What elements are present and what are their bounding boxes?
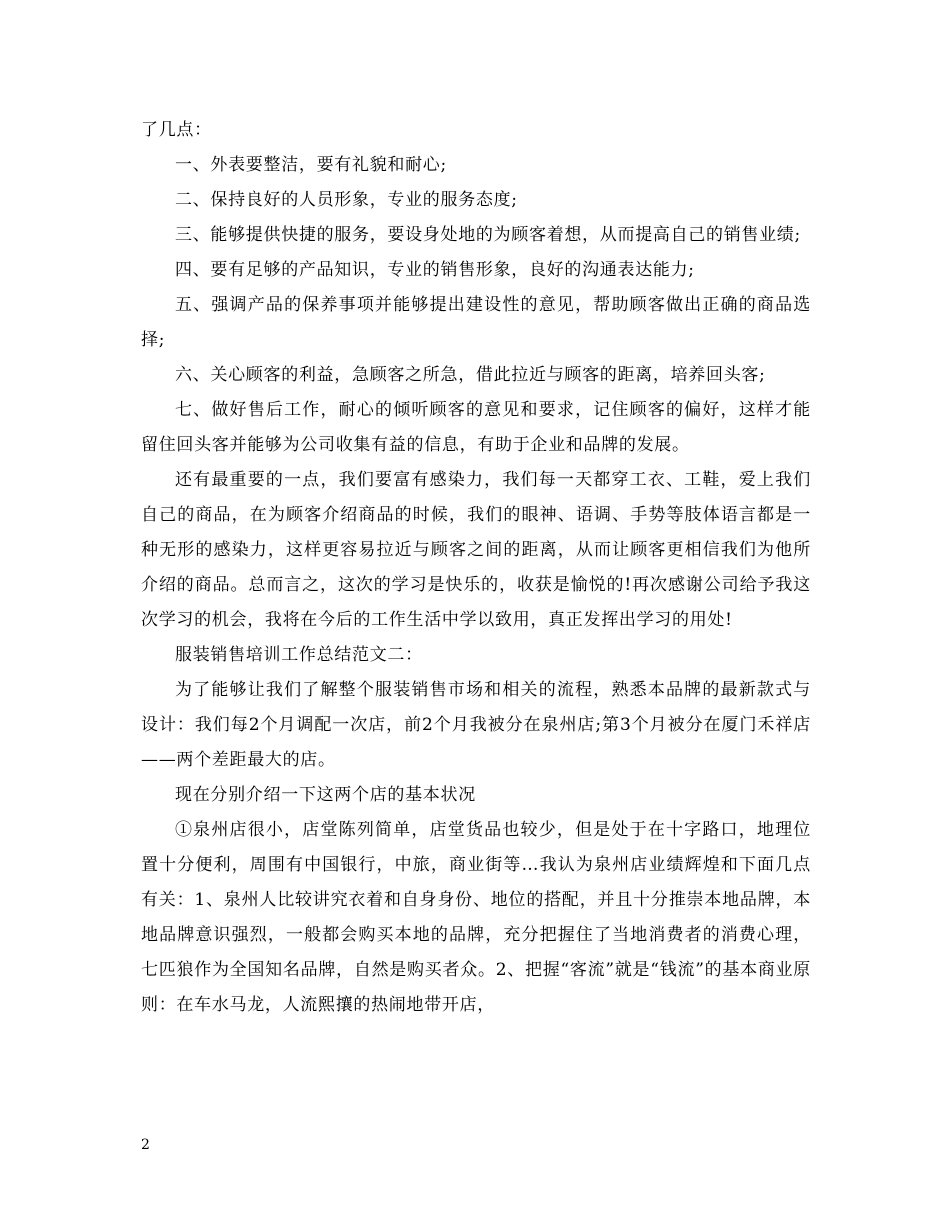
section-heading: 服装销售培训工作总结范文二： [175, 645, 423, 665]
list-item-point-6: 六、关心顾客的利益，急顾客之所急，借此拉近与顾客的距离，培养回头客; [175, 365, 766, 385]
document-body [141, 113, 811, 1023]
page-number: 2 [141, 1137, 150, 1153]
list-item-point-7: 七、做好售后工作，耐心的倾听顾客的意见和要求，记住顾客的偏好，这样才能留住回头客并能够为公司收集有益的信息，有助于企业和品牌的发展。 [141, 400, 811, 455]
list-item-point-5: 五、强调产品的保养事项并能够提出建设性的意见，帮助顾客做出正确的商品选择; [141, 295, 811, 350]
list-item-point-1: 一、外表要整洁，要有礼貌和耐心; [175, 155, 447, 175]
list-item-point-3: 三、能够提供快捷的服务，要设身处地的为顾客着想，从而提高自己的销售业绩; [175, 225, 801, 245]
paragraph-quanzhou-store: ①泉州店很小，店堂陈列简单，店堂货品也较少，但是处于在十字路口，地理位置十分便利，周围有中国银行，中旅，商业街等…我认为泉州店业绩辉煌和下面几点有关：1、泉州人比较讲究衣着和自身身份、地位的搭配，并且十分推崇本地品牌，本地品牌意识强烈，一般都会购买本地的品牌，充分把握住了当地消费者的消费心理，七匹狼作为全国知名品牌，自然是购买者众。2、把握“客流”就是“钱流”的基本商业原则：在车水马龙，人流熙攘的热闹地带开店， [141, 820, 811, 1015]
paragraph-overview: 现在分别介绍一下这两个店的基本状况 [175, 785, 476, 805]
list-item-point-4: 四、要有足够的产品知识，专业的销售形象，良好的沟通表达能力; [175, 260, 695, 280]
paragraph-intro: 为了能够让我们了解整个服装销售市场和相关的流程，熟悉本品牌的最新款式与设计：我们每2个月调配一次店，前2个月我被分在泉州店;第3个月被分在厦门禾祥店——两个差距最大的店。 [141, 680, 811, 770]
list-item-point-2: 二、保持良好的人员形象，专业的服务态度; [175, 190, 518, 210]
paragraph-continuation: 了几点： [141, 120, 212, 140]
paragraph-conclusion: 还有最重要的一点，我们要富有感染力，我们每一天都穿工衣、工鞋，爱上我们自己的商品，在为顾客介绍商品的时候，我们的眼神、语调、手势等肢体语言都是一种无形的感染力，这样更容易拉近与顾客之间的距离，从而让顾客更相信我们为他所介绍的商品。总而言之，这次的学习是快乐的，收获是愉悦的!再次感谢公司给予我这次学习的机会，我将在今后的工作生活中学以致用，真正发挥出学习的用处! [141, 470, 811, 630]
